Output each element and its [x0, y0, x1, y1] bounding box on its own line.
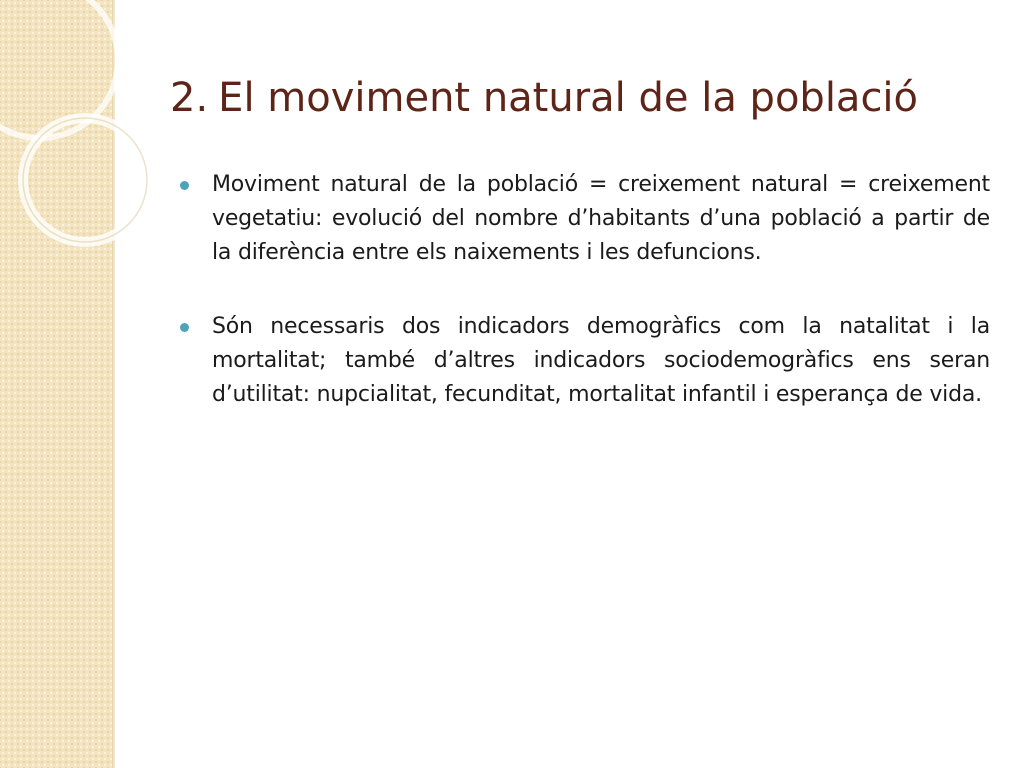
title-number: 2. [170, 75, 209, 121]
bullet-item [212, 310, 990, 412]
bullet-list [212, 168, 990, 452]
bullet-item [212, 168, 990, 270]
bullet-dot-icon [180, 323, 189, 332]
bullet-dot-icon [180, 181, 189, 190]
bullet-text: Són necessaris dos indicadors demogràfics com la natalitat i la mortalitat; també d’altres indicadors sociodemogràfics ens seran d’utilitat: nupcialitat, fecunditat, mortalitat infantil i esperança de vida. [212, 314, 990, 407]
decorative-rings-icon [0, 0, 150, 768]
title-text: El moviment natural de la població [218, 75, 919, 121]
page-title [170, 72, 918, 124]
bullet-text: Moviment natural de la població = creixement natural = creixement vegetatiu: evolució del nombre d’habitants d’una població a partir de la diferència entre els naixements i les defuncions. [212, 172, 990, 265]
